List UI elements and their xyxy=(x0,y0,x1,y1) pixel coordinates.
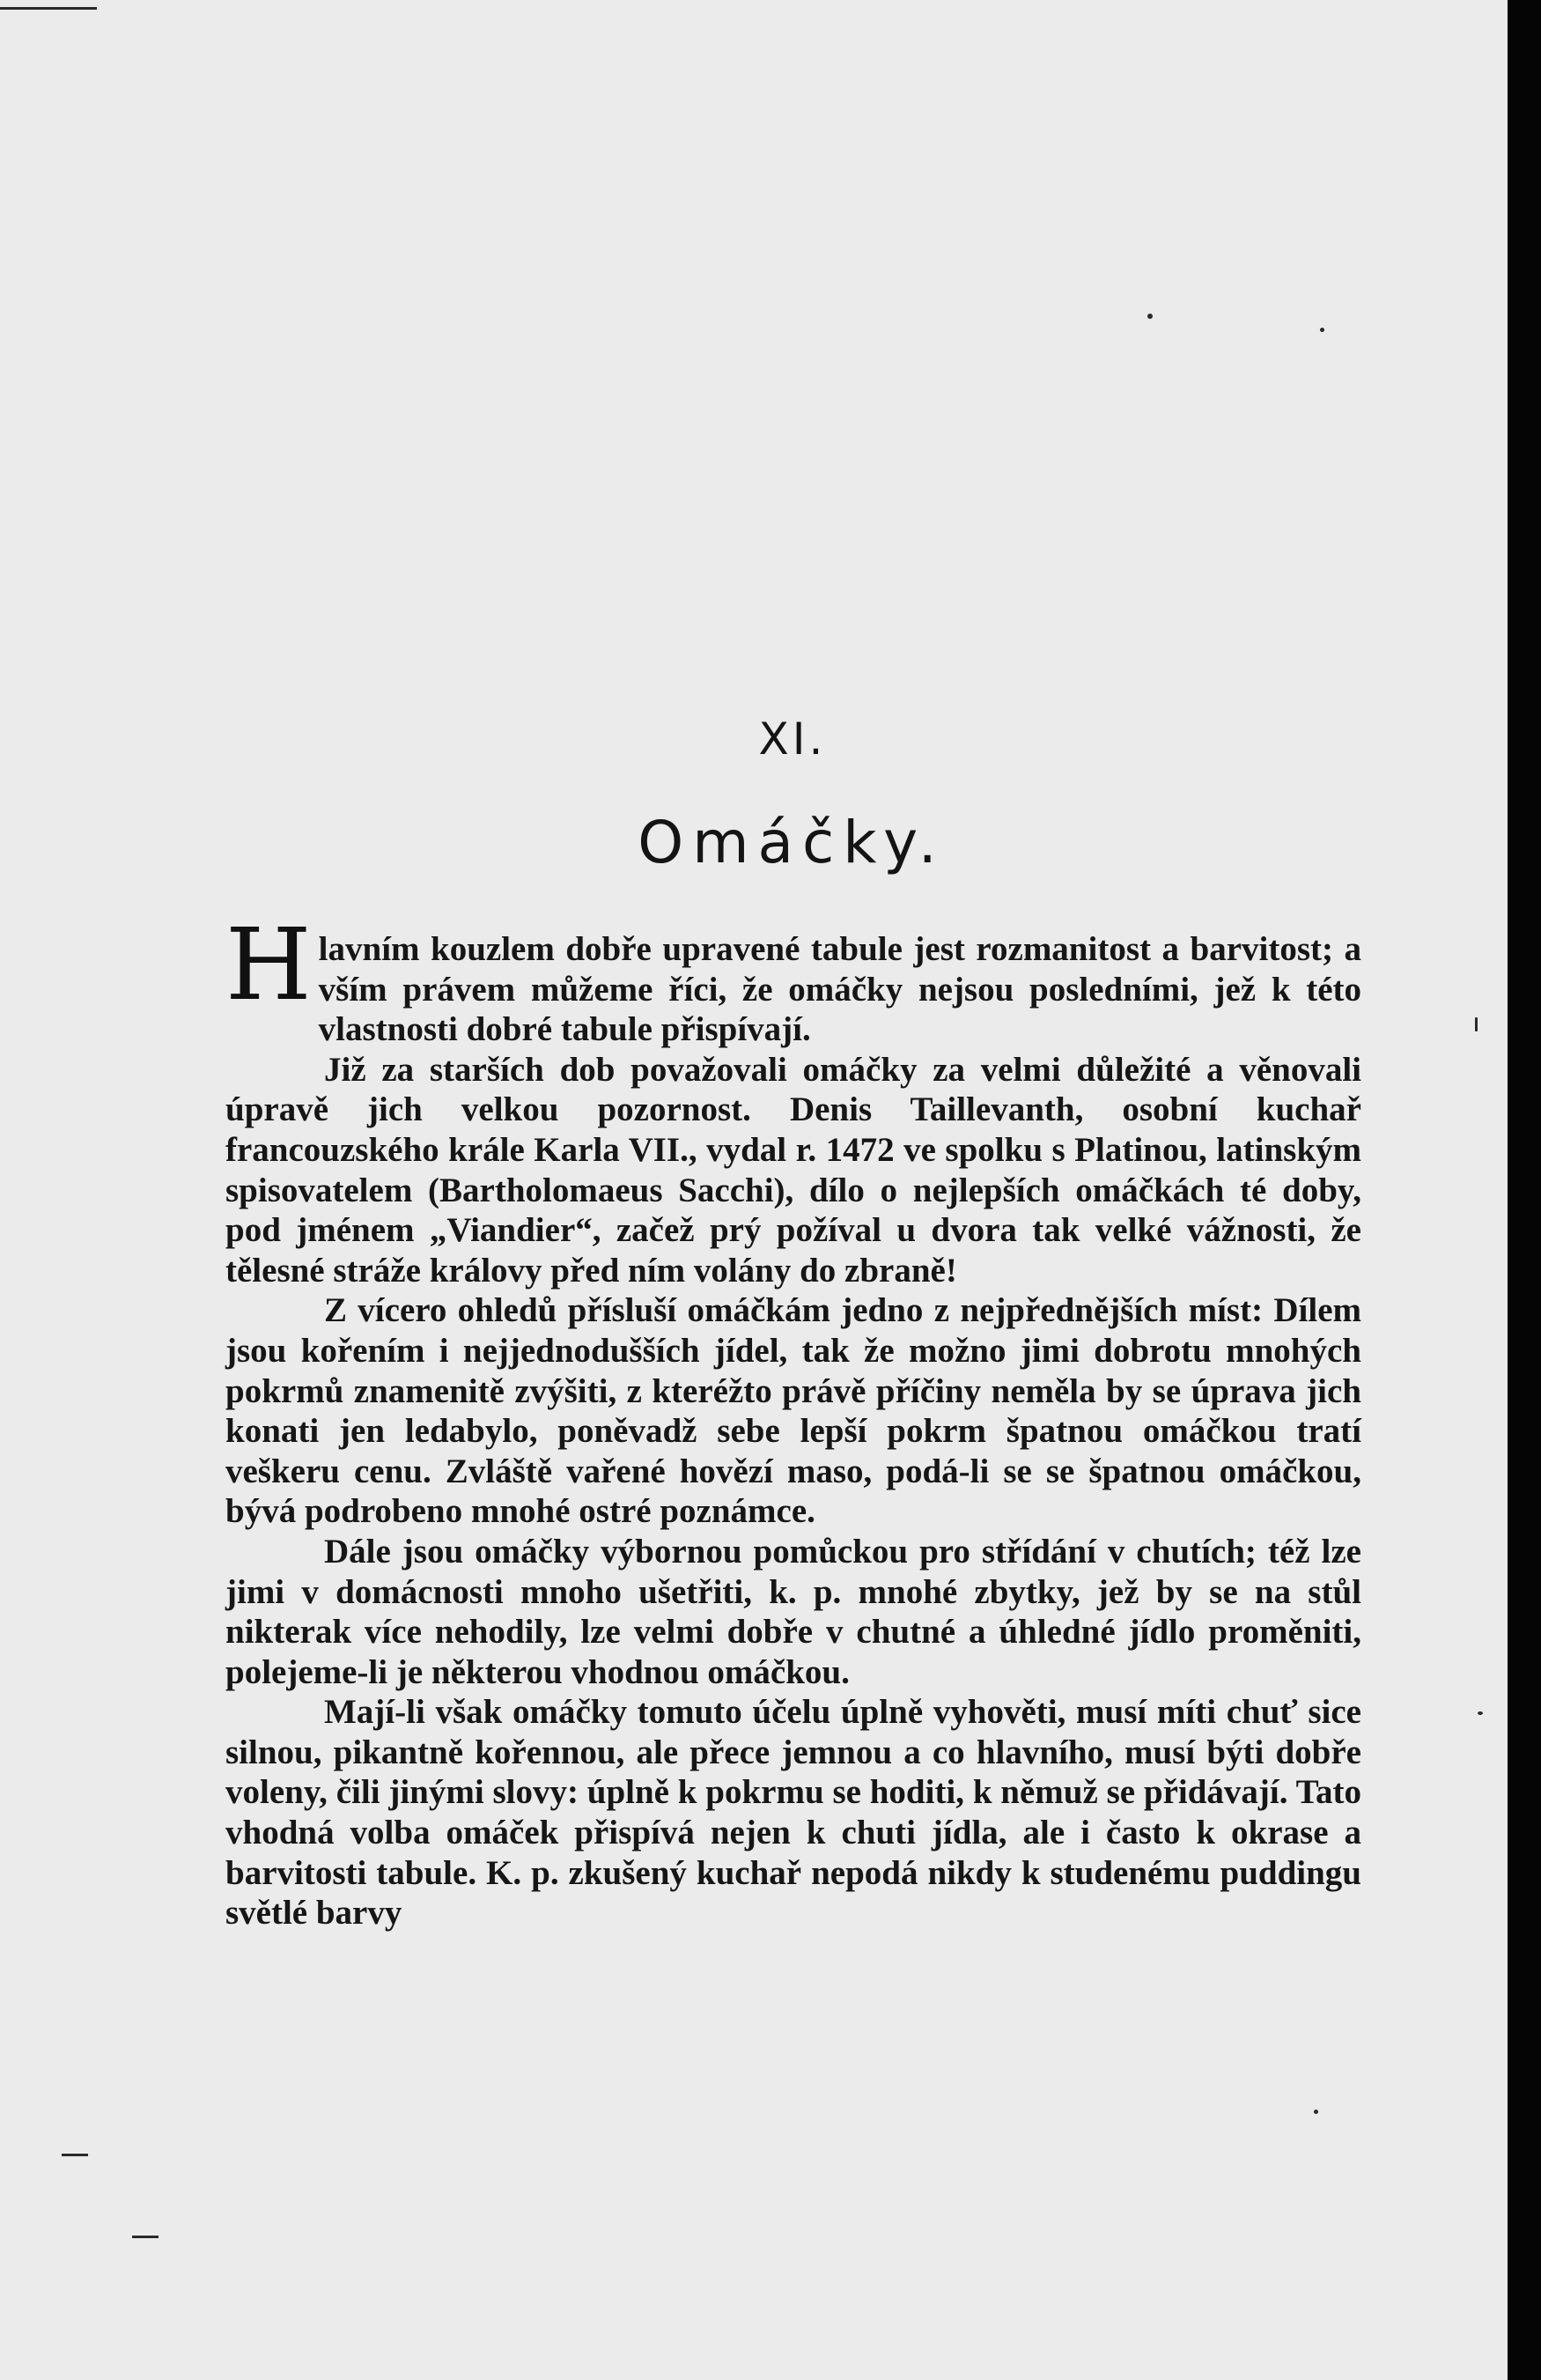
chapter-title: Omáčky. xyxy=(638,809,946,876)
scan-speck xyxy=(1314,2110,1318,2114)
body-text xyxy=(225,908,1361,1933)
scan-border xyxy=(1508,0,1541,2380)
scan-speck xyxy=(1475,1017,1478,1031)
scan-speck xyxy=(1478,1711,1483,1715)
paragraph-4: Dále jsou omáčky výbornou pomůckou pro střídání v chutích; též lze jimi v domácnosti mnoho ušetřiti, k. p. mnohé zbytky, jež by se na stůl nikterak více nehodily, lze velmi dobře v chutné a úhledné jídlo proměniti, polejeme-li je některou vhodnou omáčkou. xyxy=(225,1532,1361,1691)
chapter-number: XI. xyxy=(758,713,827,765)
scan-speck xyxy=(1320,328,1324,332)
paragraph-1 xyxy=(225,908,1361,1050)
paragraph-5: Mají-li však omáčky tomuto účelu úplně vyhověti, musí míti chuť sice silnou, pikantně kořennou, ale přece jemnou a co hlavního, musí býti dobře voleny, čili jinými slovy: úplně k pokrmu se hoditi, k němuž se přidávají. Tato vhodná volba omáček přispívá nejen k chuti jídla, ale i často k okrase a barvitosti tabule. K. p. zkušený kuchař nepodá nikdy k studenému puddingu světlé barvy xyxy=(225,1693,1361,1933)
paragraph-3: Z vícero ohledů přísluší omáčkám jedno z nejpřednějších míst: Dílem jsou kořením i nejjednodušších jídel, tak že možno jimi dobrotu mnohých pokrmů znamenitě zvýšiti, z kteréžto právě příčiny neměla by se úprava jich konati jen ledabylo, poněvadž sebe lepší pokrm špatnou omáčkou tratí veškeru cenu. Zvláště vařené hovězí maso, podá-li se se špatnou omáčkou, bývá podrobeno mnohé ostré poznámce. xyxy=(225,1291,1361,1531)
paragraph-1-text: lavním kouzlem dobře upravené tabule jest rozmanitost a barvitost; a vším právem můžeme říci, že omáčky nejsou posledními, jež k této vlastnosti dobré tabule přispívají. xyxy=(318,930,1361,1049)
scan-mark xyxy=(132,2236,159,2238)
drop-cap: H xyxy=(225,908,312,1023)
paragraph-2: Již za starších dob považovali omáčky za velmi důležité a věnovali úpravě jich velkou pozornost. Denis Taillevanth, osobní kuchař francouzského krále Karla VII., vydal r. 1472 ve spolku s Platinou, latinským spisovatelem (Bartholomaeus Sacchi), dílo o nejlepších omáčkách té doby, pod jménem „Viandier“, začež prý požíval u dvora tak velké vážnosti, že tělesné stráže královy před ním volány do zbraně! xyxy=(225,1050,1361,1290)
scan-mark xyxy=(62,2154,88,2156)
scan-mark xyxy=(0,7,97,10)
scan-speck xyxy=(1147,314,1153,319)
